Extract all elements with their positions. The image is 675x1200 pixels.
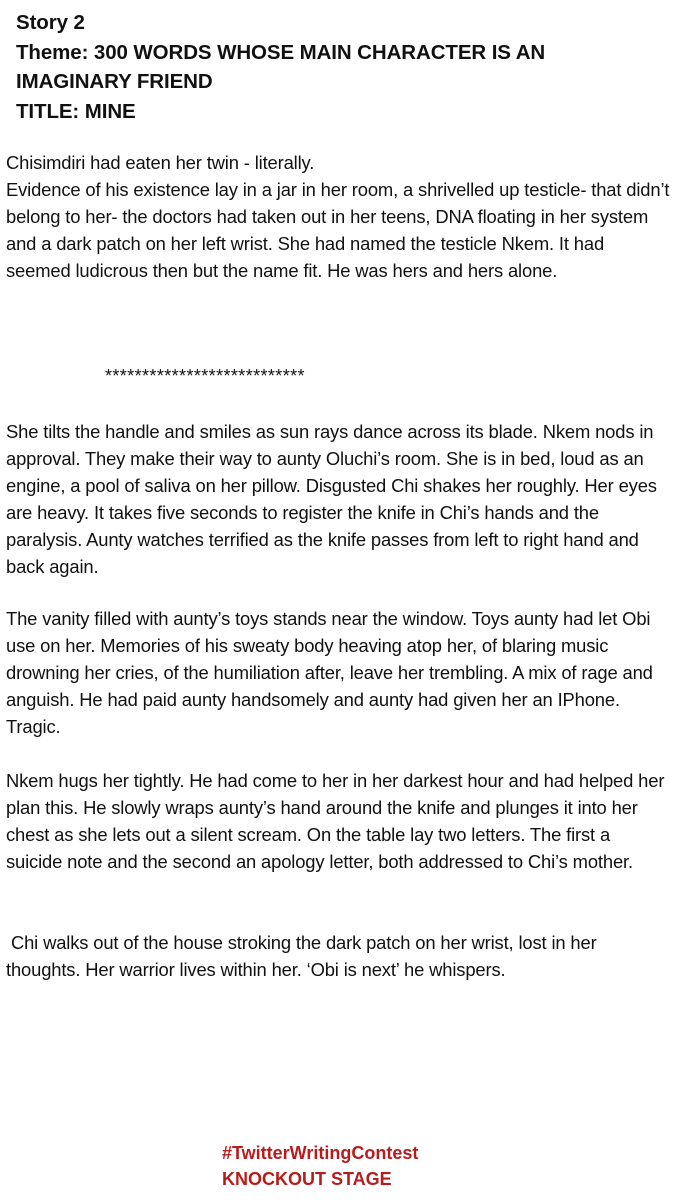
paragraph-text: She tilts the handle and smiles as sun rays dance across its blade. Nkem nods in approval. They make their way to aunty Oluchi’s room. She is in bed, loud as an engine, a pool of saliva on her pillow. Disgusted Chi shakes her roughly. Her eyes are heavy. It takes five seconds to register the knife in Chi’s hands and the paralysis. Aunty watches terrified as the knife passes from left to right hand and back again. <box>6 421 657 577</box>
theme-line-1: Theme: 300 WORDS WHOSE MAIN CHARACTER IS AN <box>16 40 546 64</box>
theme-line-2: IMAGINARY FRIEND <box>16 70 213 93</box>
story-paragraph-1 <box>6 418 671 580</box>
paragraph-text: Nkem hugs her tightly. He had come to her in her darkest hour and had helped her plan this. He slowly wraps aunty’s hand around the knife and plunges it into her chest as she lets out a silent scream. On the table lay two letters. The first a suicide note and the second an apology letter, both addressed to Chi’s mother. <box>6 770 665 872</box>
intro-line-2: Evidence of his existence lay in a jar in her room, a shrivelled up testicle- that didn’t belong to her- the doctors had taken out in her teens, DNA floating in her system and a dark patch on her left wrist. She had named the testicle Nkem. It had seemed ludicrous then but the name fit. He was hers and hers alone. <box>6 179 670 281</box>
intro-line-1: Chisimdiri had eaten her twin - literally. <box>6 152 315 173</box>
story-paragraph-3 <box>6 767 671 875</box>
intro-paragraph <box>6 149 671 284</box>
story-paragraph-2 <box>6 605 671 740</box>
contest-stage: KNOCKOUT STAGE <box>222 1169 392 1189</box>
contest-hashtag: #TwitterWritingContest <box>222 1143 419 1163</box>
story-number: Story 2 <box>16 11 85 34</box>
story-paragraph-4 <box>6 929 671 983</box>
contest-footer <box>222 1140 418 1192</box>
story-header <box>16 8 661 126</box>
paragraph-text: Chi walks out of the house stroking the dark patch on her wrist, lost in her thoughts. Her warrior lives within her. ‘Obi is next’ he whispers. <box>6 932 602 980</box>
paragraph-text: The vanity filled with aunty’s toys stands near the window. Toys aunty had let Obi use on her. Memories of his sweaty body heaving atop her, of blaring music drowning her cries, of the humiliation after, leave her trembling. A mix of rage and anguish. He had paid aunty handsomely and aunty had given her an IPhone. Tragic. <box>6 608 653 737</box>
story-title: TITLE: MINE <box>16 99 136 123</box>
scene-separator: *************************** <box>105 366 305 386</box>
